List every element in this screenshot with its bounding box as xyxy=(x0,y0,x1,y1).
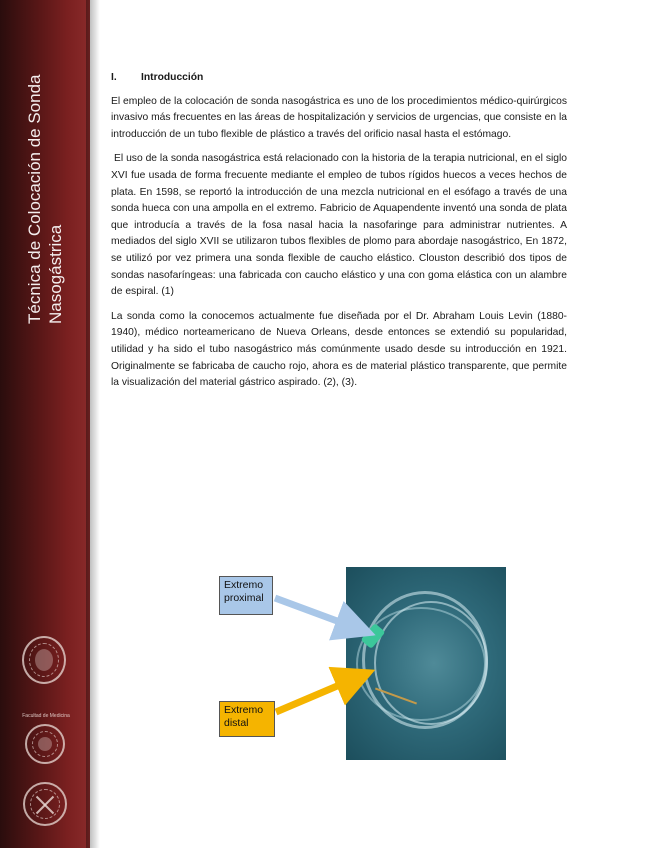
sidebar-title xyxy=(24,74,66,324)
sidebar-title-line2: Nasogástrica xyxy=(46,224,65,324)
section-number: I. xyxy=(111,72,117,83)
section-title: Introducción xyxy=(141,72,204,83)
nasogastric-tube-photo xyxy=(346,567,506,760)
distal-label: Extremo distal xyxy=(219,701,275,737)
sidebar xyxy=(0,0,90,848)
paragraph-3: La sonda como la conocemos actualmente fue diseñada por el Dr. Abraham Louis Levin (1880-1940), médico norteamericano de Nueva Orleans, desde entonces se extendió su popularidad, utilidad y ha sido el tubo nasogástrico más comúnmente usado desde su introducción en 1921. Originalmente se fabricaba de caucho rojo, ahora es de material plástico transparente, que permite la visualización del material gástrico aspirado. (2), (3). xyxy=(111,310,567,389)
unam-seal-icon xyxy=(22,636,66,684)
main-content xyxy=(111,70,567,400)
paragraph-1: El empleo de la colocación de sonda nasogástrica es uno de los procedimientos médico-quirúrgicos invasivo más frecuentes en las áreas de hospitalización y servicios de urgencias, que consiste en la introducción de un tubo flexible de plástico a través del orificio nasal hasta el estómago. xyxy=(111,95,567,140)
proximal-label: Extremo proximal xyxy=(219,576,273,615)
sidebar-shadow xyxy=(86,0,100,848)
sidebar-title-line1: Técnica de Colocación de Sonda xyxy=(25,74,44,324)
paragraph-2: El uso de la sonda nasogástrica está relacionado con la historia de la terapia nutricional, en el siglo XVI fue usada de forma frecuente mediante el empleo de tubos rígidos huecos a veces hechos de plata. En 1598, se reportó la introducción de una mezcla nutricional en el esófago a través de una sonda hueca con una ampolla en el extremo. Fabricio de Aquapendente inventó una sonda de plata que introducía a través de la fosa nasal hacia la nasofaringe para administrar nutrientes. A mediados del siglo XVII se utilizaron tubos flexibles de plomo para abordaje nasogástrico, En 1872, se utilizó por vez primera una sonda flexible de caucho elástico. Clouston describió dos tipos de sondas nasofaríngeas: una fabricada con caucho elástico y una con goma elástica con un alambre de espiral. (1) xyxy=(111,153,567,298)
distal-arrow-icon xyxy=(276,678,356,712)
section-heading xyxy=(111,70,567,87)
crossed-instruments-seal-icon xyxy=(23,782,67,826)
proximal-arrow-icon xyxy=(275,598,356,628)
faculty-seal-icon xyxy=(25,724,65,764)
faculty-label: Facultad de Medicina xyxy=(22,713,70,719)
